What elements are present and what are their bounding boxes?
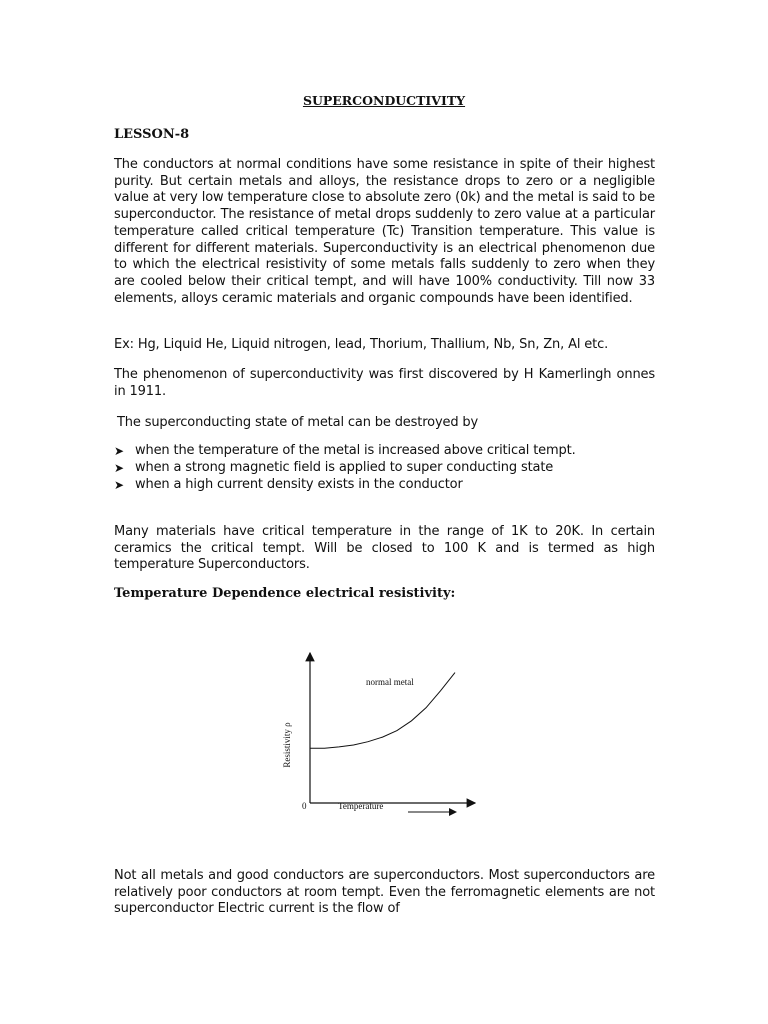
y-axis-label: Resistivity ρ (282, 722, 292, 768)
arrow-bullet-icon: ➤ (114, 444, 124, 458)
document-title: SUPERCONDUCTIVITY (302, 93, 466, 108)
origin-label: 0 (302, 801, 307, 811)
discovery-paragraph: The phenomenon of superconductivity was first discovered by H Kamerlingh onnes in 1911. (114, 367, 655, 399)
destroy-conditions-list (114, 443, 674, 493)
list-item (114, 443, 674, 460)
list-item-text: when the temperature of the metal is increased above critical tempt. (135, 443, 576, 458)
intro-paragraph: The conductors at normal conditions have some resistance in spite of their highest purity. But certain metals and alloys, the resistance drops to zero or a negligible value at very low temperature close to absolute zero (0k) and the metal is said to be superconductor. The resistance of metal drops suddenly to zero value at a particular temperature called critical temperature (Tc) Transition temperature. This value is different for different materials. Superconductivity is an electrical phenomenon due to which the electrical resistivity of some metals falls suddenly to zero when they are cooled below their critical tempt, and will have 100% conductivity. Till now 33 elements, alloys ceramic materials and organic compounds have been identified. (114, 157, 655, 306)
resistivity-chart (270, 645, 490, 825)
list-item (114, 477, 674, 494)
list-item (114, 460, 674, 477)
x-axis-label: Temperature (338, 801, 384, 811)
section-subheading: Temperature Dependence electrical resistivity: (114, 586, 456, 601)
arrow-bullet-icon: ➤ (114, 460, 124, 475)
series-label: normal metal (366, 677, 414, 687)
lesson-heading: LESSON-8 (114, 127, 190, 142)
critical-temperature-paragraph: Many materials have critical temperature in the range of 1K to 20K. In certain ceramics the critical tempt. Will be closed to 100 K and is termed as high temperature Superconductors. (114, 524, 655, 573)
list-item-text: when a strong magnetic field is applied to super conducting state (135, 459, 554, 475)
list-item-text: when a high current density exists in the conductor (135, 476, 463, 492)
closing-paragraph: Not all metals and good conductors are superconductors. Most superconductors are relatively poor conductors at room tempt. Even the ferromagnetic elements are not superconductor Electric current is the flow of (114, 868, 655, 917)
examples-line: Ex: Hg, Liquid He, Liquid nitrogen, lead, Thorium, Thallium, Nb, Sn, Zn, Al etc. (114, 337, 609, 352)
destroyed-intro: The superconducting state of metal can be destroyed by (117, 415, 479, 430)
arrow-bullet-icon: ➤ (114, 477, 124, 492)
